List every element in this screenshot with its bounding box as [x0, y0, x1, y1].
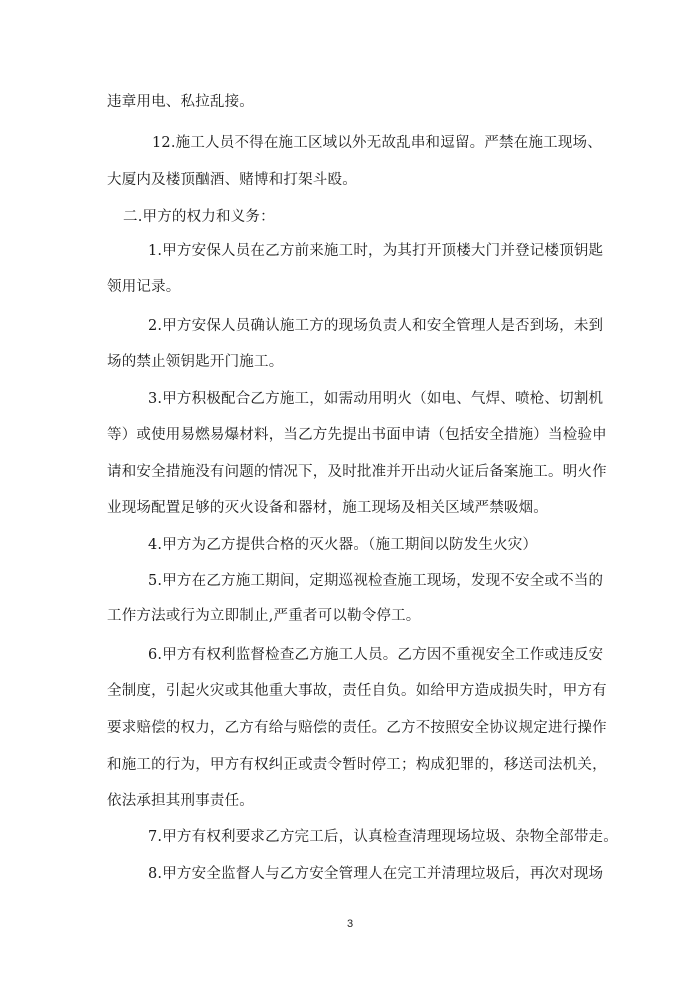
text-line: 3.甲方积极配合乙方施工，如需动用明火（如电、气焊、喷枪、切割机 [148, 391, 604, 407]
text-line: 8.甲方安全监督人与乙方安全管理人在完工并清理垃圾后，再次对现场 [148, 866, 604, 882]
text-line: 和施工的行为，甲方有权纠正或责令暂时停工；构成犯罪的，移送司法机关， [107, 757, 607, 773]
text-line: 等）或使用易燃易爆材料，当乙方先提出书面申请（包括安全措施）当检验申 [107, 427, 607, 443]
page-number: 3 [346, 918, 354, 930]
text-line: 2.甲方安保人员确认施工方的现场负责人和安全管理人是否到场，未到 [148, 318, 604, 334]
text-line: 全制度，引起火灾或其他重大事故，责任自负。如给甲方造成损失时，甲方有 [107, 683, 607, 699]
text-line: 12.施工人员不得在施工区域以外无故乱串和逗留。严禁在施工现场、 [152, 135, 602, 151]
text-line: 要求赔偿的权力，乙方有给与赔偿的责任。乙方不按照安全协议规定进行操作 [107, 720, 607, 736]
text-line: 大厦内及楼顶酗酒、赌博和打架斗殴。 [107, 172, 357, 188]
text-line: 6.甲方有权利监督检查乙方施工人员。乙方因不重视安全工作或违反安 [148, 647, 604, 663]
text-line: 7.甲方有权利要求乙方完工后，认真检查清理现场垃圾、杂物全部带走。 [148, 829, 618, 845]
text-line: 4.甲方为乙方提供合格的灭火器。（施工期间以防发生火灾） [148, 537, 538, 553]
text-line: 业现场配置足够的灭火设备和器材，施工现场及相关区域严禁吸烟。 [107, 500, 548, 516]
text-line: 1.甲方安保人员在乙方前来施工时，为其打开顶楼大门并登记楼顶钥匙 [148, 243, 604, 259]
text-line: 领用记录。 [107, 279, 181, 295]
text-line: 工作方法或行为立即制止,严重者可以勒令停工。 [107, 608, 421, 624]
text-line: 5.甲方在乙方施工期间，定期巡视检查施工现场，发现不安全或不当的 [148, 573, 604, 589]
text-line: 场的禁止领钥匙开门施工。 [107, 354, 284, 370]
section-heading: 二.甲方的权力和义务： [123, 209, 275, 225]
text-line: 请和安全措施没有问题的情况下，及时批准并开出动火证后备案施工。明火作 [107, 464, 607, 480]
text-line: 违章用电、私拉乱接。 [107, 94, 254, 110]
text-line: 依法承担其刑事责任。 [107, 793, 254, 809]
